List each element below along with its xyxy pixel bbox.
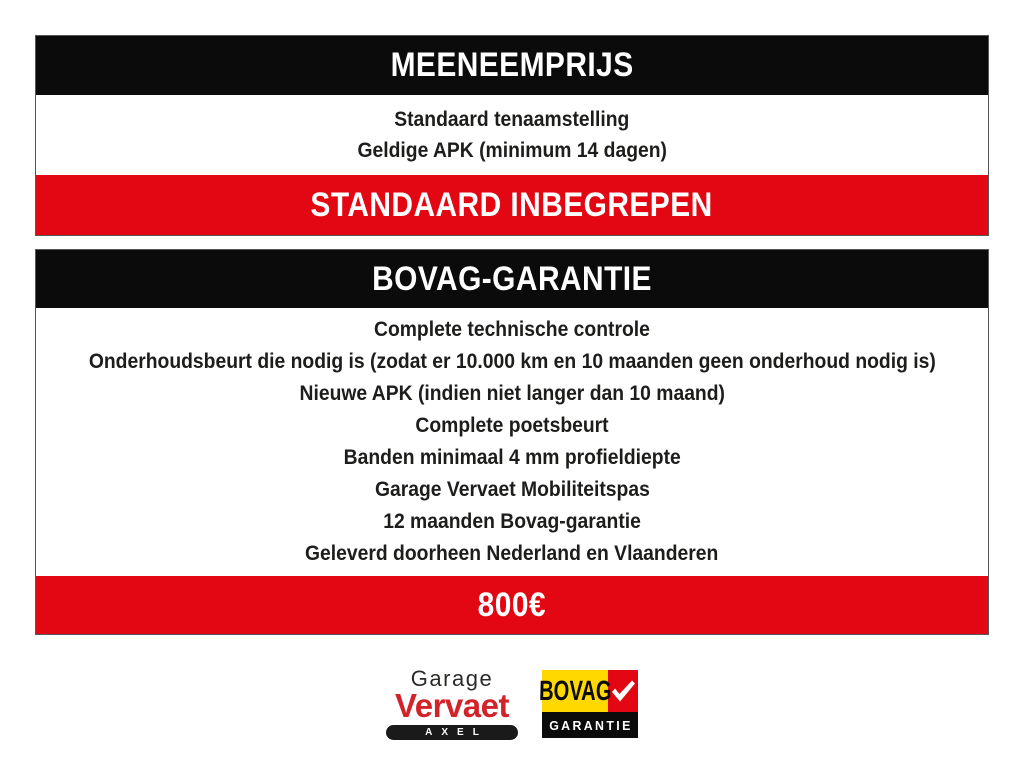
garage-vervaet-logo bbox=[386, 668, 518, 740]
bovag-garantie-text: GARANTIE bbox=[549, 717, 633, 733]
axel-badge-label: AXEL bbox=[425, 726, 488, 738]
garantie-item: Garage Vervaet Mobiliteitspas bbox=[374, 478, 650, 501]
meeneemprijs-section bbox=[35, 35, 989, 236]
standaard-inbegrepen-label: STANDAARD INBEGREPEN bbox=[310, 185, 714, 224]
bovag-garantie-header bbox=[36, 250, 988, 308]
price-text: 800€ bbox=[477, 585, 547, 624]
garage-logo-name-text: Vervaet bbox=[395, 687, 509, 724]
garantie-item: Complete poetsbeurt bbox=[415, 414, 609, 437]
axel-badge bbox=[386, 725, 518, 740]
price-banner bbox=[36, 576, 988, 634]
garantie-item: Geleverd doorheen Nederland en Vlaanderen bbox=[305, 542, 719, 565]
bovag-garantie-logo bbox=[538, 670, 638, 738]
check-icon bbox=[610, 679, 636, 703]
bovag-brand-text: BOVAG bbox=[538, 675, 612, 706]
bovag-logo-label-row bbox=[542, 712, 638, 738]
bovag-garantie-section bbox=[35, 249, 989, 635]
price-poster bbox=[35, 35, 989, 740]
meeneemprijs-items bbox=[36, 95, 988, 175]
garage-logo-top-text: Garage bbox=[410, 666, 494, 691]
section-divider bbox=[35, 236, 989, 249]
garantie-item: Banden minimaal 4 mm profieldiepte bbox=[343, 446, 681, 469]
bovag-logo-top-row bbox=[538, 670, 638, 712]
meeneemprijs-item: Standaard tenaamstelling bbox=[394, 107, 630, 131]
garantie-item: Nieuwe APK (indien niet langer dan 10 maand) bbox=[299, 382, 725, 405]
meeneemprijs-title: MEENEEMPRIJS bbox=[390, 46, 634, 84]
garantie-item: Onderhoudsbeurt die nodig is (zodat er 10.000 km en 10 maanden geen onderhoud nodig is) bbox=[88, 350, 936, 373]
garantie-item: 12 maanden Bovag-garantie bbox=[383, 510, 641, 533]
footer-logos bbox=[35, 668, 989, 740]
meeneemprijs-item: Geldige APK (minimum 14 dagen) bbox=[357, 138, 667, 162]
bovag-logo-check-cell bbox=[608, 670, 638, 712]
standaard-inbegrepen-banner bbox=[36, 175, 988, 235]
meeneemprijs-header bbox=[36, 36, 988, 95]
garantie-item: Complete technische controle bbox=[374, 318, 650, 341]
bovag-garantie-title: BOVAG-GARANTIE bbox=[372, 259, 652, 298]
garantie-items bbox=[36, 308, 988, 576]
bovag-logo-brand-cell bbox=[538, 670, 612, 712]
